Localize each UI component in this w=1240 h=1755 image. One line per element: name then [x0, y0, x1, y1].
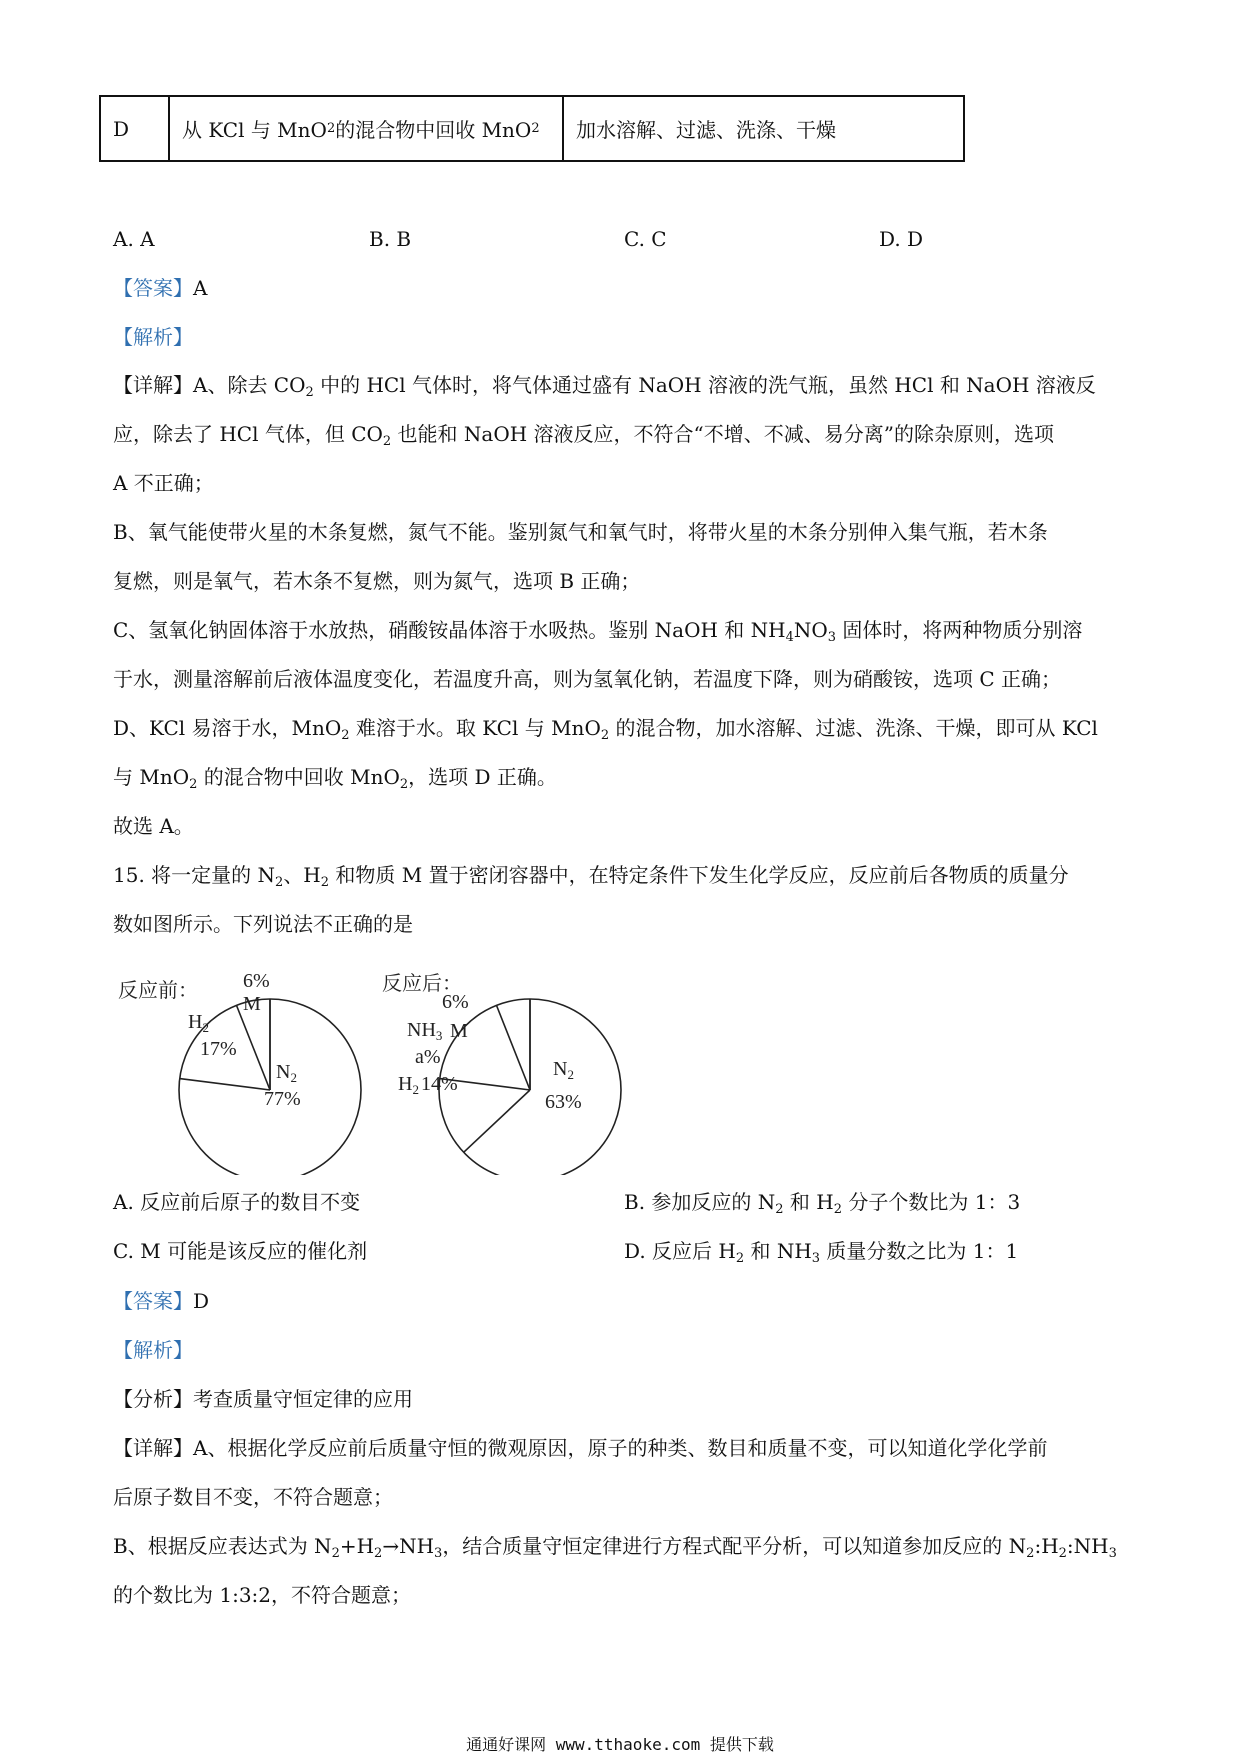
pie-label-H2: $H_2$ — [188, 1011, 209, 1035]
q14-detail-line: C、氢氧化钠固体溶于水放热，硝酸铵晶体溶于水吸热。鉴别 NaOH 和 $NH_4NO_3$ 固体时，将两种物质分别溶 — [113, 618, 1083, 645]
pie-pct-H2: 14% — [421, 1073, 458, 1095]
pie-label-M: M — [450, 1020, 468, 1042]
pie-pct-M: 6% — [442, 991, 469, 1013]
pie-pct-NH3: a% — [415, 1046, 441, 1068]
page-footer: 通通好课网 www.tthaoke.com 提供下载 — [466, 1735, 774, 1754]
pie-label-M: M — [243, 993, 261, 1015]
q14-option-b: B. B — [369, 227, 412, 251]
q14-detail-line: A 不正确； — [113, 471, 214, 495]
pie-slice-boundary — [180, 1079, 270, 1090]
q15-stem-line: 数如图所示。下列说法不正确的是 — [113, 912, 413, 936]
q14-detail-line: 【详解】A、除去 $CO_2$ 中的 HCl 气体时，将气体通过盛有 NaOH 溶液的洗气瓶，虽然 HCl 和 NaOH 溶液反 — [113, 373, 1096, 400]
pie-after — [398, 991, 621, 1175]
pie-label-N2: $N_2$ — [553, 1058, 574, 1082]
pie-after-title: 反应后： — [382, 973, 462, 995]
pie-pct-H2: 17% — [200, 1038, 237, 1060]
q14-detail-line: 应，除去了 HCl 气体，但 $CO_2$ 也能和 NaOH 溶液反应，不符合“不增、不减、易分离”的除杂原则，选项 — [113, 422, 1054, 449]
q15-analysis-tag: 【解析】 — [113, 1338, 193, 1362]
pie-before — [179, 970, 361, 1175]
q14-detail-line: D、KCl 易溶于水，MnO$_2$ 难溶于水。取 KCl 与 MnO$_2$ 的混合物，加水溶解、过滤、洗涤、干燥，即可从 KCl — [113, 716, 1098, 743]
pie-charts — [110, 955, 630, 1175]
q14-option-a: A. A — [113, 227, 155, 251]
pie-slice-boundary — [497, 1005, 530, 1090]
q14-analysis-tag: 【解析】 — [113, 325, 193, 349]
q15-detail-line: 【详解】A、根据化学反应前后质量守恒的微观原因，原子的种类、数目和质量不变，可以知道化学化学前 — [113, 1436, 1048, 1460]
q15-option: C. M 可能是该反应的催化剂 — [113, 1239, 368, 1263]
pie-pct-N2: 63% — [545, 1091, 582, 1113]
q14-detail-line: 与 MnO$_2$ 的混合物中回收 MnO$_2$，选项 D 正确。 — [113, 765, 557, 792]
q15-option: A. 反应前后原子的数目不变 — [113, 1190, 361, 1214]
q14-answer: 【答案】A — [113, 276, 208, 300]
q14-detail-line: 于水，测量溶解前后液体温度变化，若温度升高，则为氢氧化钠，若温度下降，则为硝酸铵，选项 C 正确； — [113, 667, 1062, 691]
pie-before-title: 反应前： — [118, 980, 198, 1002]
pie-slice-boundary — [464, 1090, 530, 1152]
q14-detail-line: B、氧气能使带火星的木条复燃，氮气不能。鉴别氮气和氧气时，将带火星的木条分别伸入集气瓶，若木条 — [113, 520, 1048, 544]
pie-label-NH3: $NH_3$ — [407, 1019, 443, 1043]
table-task: 从 KCl 与 MnO 2 的混合物中回收 MnO 2 — [170, 97, 564, 160]
q15-detail-line: 后原子数目不变，不符合题意； — [113, 1485, 393, 1509]
table-letter: D — [101, 97, 170, 160]
q15-option: B. 参加反应的 $N_2$ 和 $H_2$ 分子个数比为 1：3 — [624, 1190, 1021, 1217]
option-table-row — [99, 95, 965, 162]
q15-fenxi: 【分析】考查质量守恒定律的应用 — [113, 1387, 413, 1411]
table-method: 加水溶解、过滤、洗涤、干燥 — [576, 118, 836, 142]
q14-detail-line: 故选 A。 — [113, 814, 194, 838]
pie-pct-N2: 77% — [264, 1088, 301, 1110]
pie-label-N2: $N_2$ — [276, 1061, 297, 1085]
pie-pct-M: 6% — [243, 970, 270, 992]
q14-option-d: D. D — [879, 227, 924, 251]
q15-detail-line: B、根据反应表达式为 $N_2+H_2\to NH_3$，结合质量守恒定律进行方程式配平分析，可以知道参加反应的 $N_2:H_2:NH_3$ — [113, 1534, 1117, 1561]
pie-label-H2: $H_2$ — [398, 1073, 419, 1097]
q14-option-c: C. C — [624, 227, 667, 251]
q15-detail-line: 的个数比为 1:3:2，不符合题意； — [113, 1583, 412, 1607]
pie-slice-boundary — [237, 1005, 270, 1090]
q15-answer: 【答案】D — [113, 1289, 210, 1313]
q15-stem-line: 15. 将一定量的 $N_2$、$H_2$ 和物质 M 置于密闭容器中，在特定条件下发生化学反应，反应前后各物质的质量分 — [113, 863, 1069, 890]
q15-option: D. 反应后 $H_2$ 和 $NH_3$ 质量分数之比为 1：1 — [624, 1239, 1019, 1266]
q14-detail-line: 复燃，则是氧气，若木条不复燃，则为氮气，选项 B 正确； — [113, 569, 641, 593]
